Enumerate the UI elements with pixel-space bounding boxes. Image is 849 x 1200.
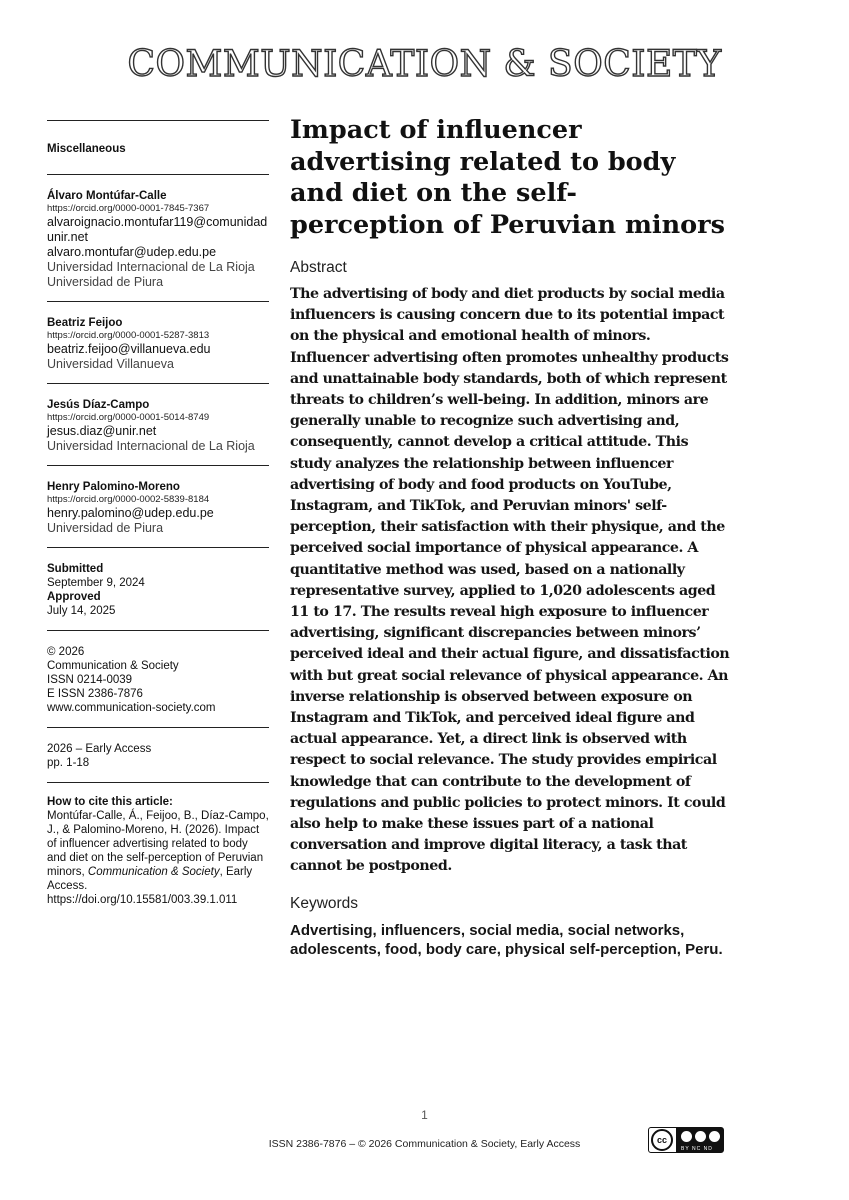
abstract-heading: Abstract xyxy=(290,259,347,276)
submitted-label: Submitted xyxy=(47,563,104,575)
orcid-link[interactable]: https://orcid.org/0000-0001-5287-3813 xyxy=(47,330,210,341)
doi-link[interactable]: https://doi.org/10.15581/003.39.1.011 xyxy=(47,894,238,906)
approved-date: July 14, 2025 xyxy=(47,605,116,617)
author-name: Jesús Díaz-Campo xyxy=(47,399,150,411)
citation-block xyxy=(47,783,269,913)
author-block xyxy=(47,384,269,465)
copyright-block xyxy=(47,631,269,727)
submitted-date: September 9, 2024 xyxy=(47,577,145,589)
cc-logo-icon: cc xyxy=(651,1129,673,1151)
author-email[interactable]: alvaro.montufar@udep.edu.pe xyxy=(47,245,217,259)
abstract-text: The advertising of body and diet products by social media influencers is causing concern due to its potential impact on the physical and emotional health of minors. Influencer advertising often promotes unhealthy products and unattainable body standards, both of which represent threats to children’s well-being. In addition, minors are generally unable to recognize such advertising and, consequently, cannot develop a critical attitude. This study analyzes the relationship between influencer advertising of body and food products on YouTube, Instagram, and TikTok, and Peruvian minors' self-perception, their satisfaction with their physique, and the perceived social importance of physical appearance. A quantitative method was used, based on a nationally representative survey, applied to 1,020 adolescents aged 11 to 17. The results reveal high exposure to influencer advertising, significant discrepancies between minors’ perceived ideal and their actual figure, and dissatisfaction with but great social relevance of physical appearance. An inverse relationship is observed between exposure on Instagram and TikTok, and perceived ideal figure and actual appearance. Yet, a direct link is observed with respect to social relevance. The study provides empirical knowledge that can contribute to the development of regulations and public policies to protect minors. It could also help to make these issues part of a national conversation and improve digital literacy, a task that cannot be postponed. xyxy=(290,286,730,875)
license-terms-label: BY NC ND xyxy=(681,1146,713,1152)
author-email[interactable]: beatriz.feijoo@villanueva.edu xyxy=(47,342,211,356)
journal-name: Communication & Society xyxy=(47,660,179,672)
author-block xyxy=(47,175,269,301)
eissn: E ISSN 2386-7876 xyxy=(47,688,143,700)
by-icon xyxy=(681,1131,692,1142)
citation-label: How to cite this article: xyxy=(47,796,173,808)
nd-icon xyxy=(709,1131,720,1142)
orcid-link[interactable]: https://orcid.org/0000-0001-5014-8749 xyxy=(47,412,210,423)
author-email-cont[interactable]: unir.net xyxy=(47,230,89,244)
keywords-heading: Keywords xyxy=(290,894,359,912)
footer-text: ISSN 2386-7876 – © 2026 Communication & Society, Early Access xyxy=(268,1138,581,1150)
author-name: Henry Palomino-Moreno xyxy=(47,481,180,493)
section-label: Miscellaneous xyxy=(47,143,126,155)
journal-website-link[interactable]: www.communication-society.com xyxy=(47,702,216,714)
citation-text: Montúfar-Calle, Á., Feijoo, B., Díaz-Campo, J., & Palomino-Moreno, H. (2026). Impact of influencer advertising related to body and diet on the self-perception of Peruvian minors, Communication & Society, Early Access. xyxy=(47,810,269,892)
author-email[interactable]: alvaroignacio.montufar119@comunidad xyxy=(47,215,268,229)
author-email[interactable]: henry.palomino@udep.edu.pe xyxy=(47,506,214,520)
author-affiliation: Universidad Internacional de La Rioja xyxy=(47,439,255,453)
page-range: pp. 1-18 xyxy=(47,757,90,769)
author-affiliation: Universidad de Piura xyxy=(47,521,164,535)
nc-icon xyxy=(695,1131,706,1142)
article-main xyxy=(290,115,730,959)
dates-block xyxy=(47,548,269,630)
author-block xyxy=(47,302,269,383)
author-name: Álvaro Montúfar-Calle xyxy=(47,190,167,202)
issue-block xyxy=(47,728,269,782)
license-terms-icons xyxy=(676,1128,723,1152)
author-affiliation: Universidad de Piura xyxy=(47,275,164,289)
keywords-text: Advertising, influencers, social media, social networks, adolescents, food, body care, physical self-perception, Peru. xyxy=(290,921,723,958)
author-name: Beatriz Feijoo xyxy=(47,317,123,329)
copyright-year: © 2026 xyxy=(47,646,85,658)
orcid-link[interactable]: https://orcid.org/0000-0001-7845-7367 xyxy=(47,203,210,214)
page-number: 1 xyxy=(421,1108,428,1122)
issn: ISSN 0214-0039 xyxy=(47,674,133,686)
author-affiliation: Universidad Internacional de La Rioja xyxy=(47,260,255,274)
approved-label: Approved xyxy=(47,591,101,603)
author-email[interactable]: jesus.diaz@unir.net xyxy=(47,424,157,438)
orcid-link[interactable]: https://orcid.org/0000-0002-5839-8184 xyxy=(47,494,210,505)
author-block xyxy=(47,466,269,547)
cc-license-badge[interactable] xyxy=(648,1127,724,1153)
journal-title: COMMUNICATION & SOCIETY xyxy=(127,44,722,85)
article-sidebar xyxy=(47,120,269,913)
article-title: Impact of influencer advertising related to body and diet on the self-perception of Peruvian minors xyxy=(290,115,725,240)
issue-label: 2026 – Early Access xyxy=(47,743,152,755)
author-affiliation: Universidad Villanueva xyxy=(47,357,174,371)
